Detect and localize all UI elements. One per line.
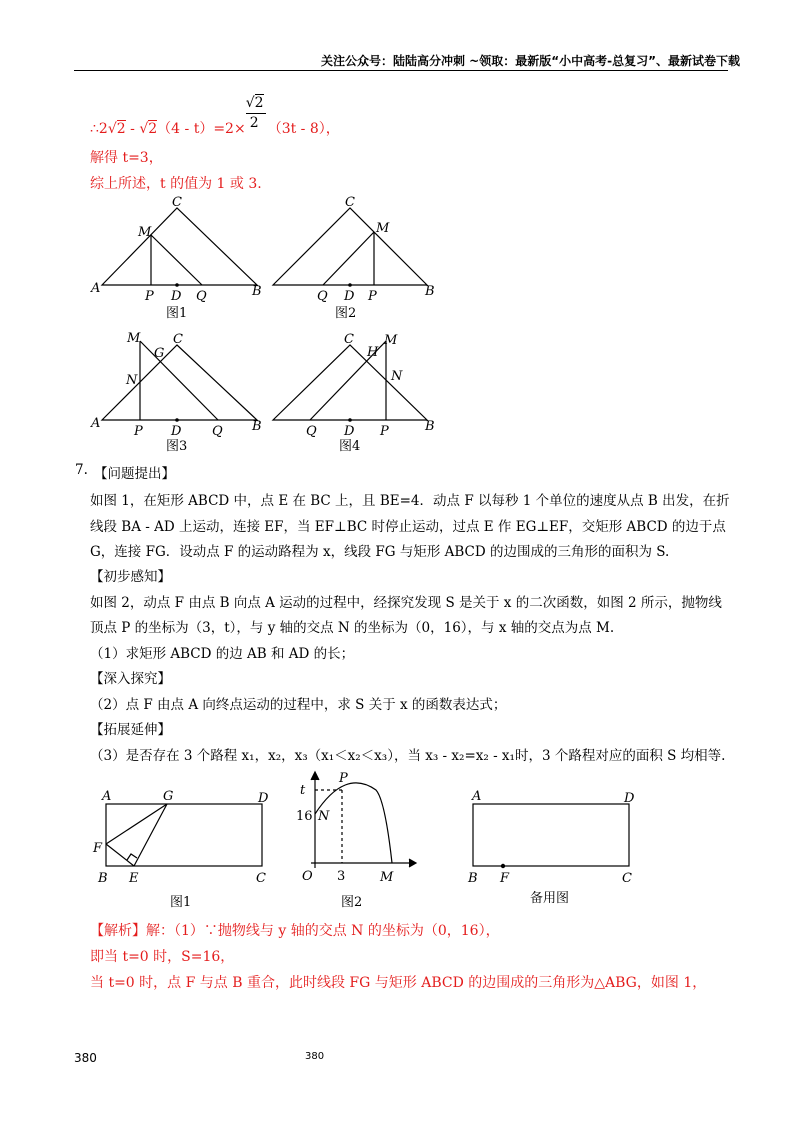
fig1-label-d: D: [258, 791, 269, 806]
analysis-line2: 即当 t=0 时，S=16，: [90, 949, 235, 965]
problem-para2-line1: 如图 2，动点 F 由点 B 向点 A 运动的过程中，经探究发现 S 是关于 x 的二次函数，如图 2 所示，抛物线: [90, 595, 722, 611]
fig4-label-p: P: [380, 424, 389, 439]
fig2-label-3: 3: [337, 869, 346, 884]
fig3-label-m: M: [127, 331, 141, 346]
section-title-2: 【初步感知】: [90, 569, 171, 585]
section-title-1: 【问题提出】: [94, 466, 175, 482]
fig3-label-g: G: [154, 346, 165, 361]
spare-label-f: F: [500, 871, 510, 886]
fig4-label-c: C: [344, 332, 354, 347]
fig1-label-a: A: [91, 281, 101, 296]
fig1-triangle: [102, 208, 257, 285]
eq-mid: （4 - t）=2×: [157, 121, 246, 137]
fig1-label-p: P: [145, 289, 154, 304]
x-axis-arrow: [409, 859, 416, 867]
sqrt-symbol: √: [107, 121, 117, 137]
spare-label-d: D: [624, 791, 635, 806]
conclusion-line: 综上所述，t 的值为 1 或 3.: [90, 176, 262, 192]
fig1-label-c: C: [172, 195, 182, 210]
fig2-label-m: M: [376, 221, 390, 236]
fig1-label-m: M: [138, 225, 152, 240]
fig2-label-n: N: [318, 809, 330, 824]
fig3-label-q: Q: [212, 424, 223, 439]
fig2-label-b: B: [425, 284, 435, 299]
section-title-3: 【深入探究】: [90, 671, 171, 687]
problem-para2-line2: 顶点 P 的坐标为（3，t），与 y 轴的交点 N 的坐标为（0，16），与 x 轴的交点为点 M.: [90, 620, 615, 636]
fig1-label-c: C: [256, 871, 266, 886]
eq-suffix: （3t - 8），: [267, 121, 340, 137]
fig1-label-q: Q: [196, 289, 207, 304]
page-number-center: 380: [305, 1051, 325, 1062]
fig1-label-e: E: [129, 871, 139, 886]
frac-numerator: √2: [245, 95, 264, 111]
fig4-triangle: [273, 345, 427, 420]
fig4-d-dot: [348, 418, 352, 422]
fig2-caption: 图2: [335, 306, 357, 321]
frac-denominator: 2: [249, 115, 259, 131]
fig1-eg: [134, 804, 167, 866]
fig3-label-p: P: [134, 424, 143, 439]
fig3-label-d: D: [171, 424, 182, 439]
fig2-d-dot: [348, 283, 352, 287]
problem-para1-line3: G，连接 FG．设动点 F 的运动路程为 x，线段 FG 与矩形 ABCD 的边围成的三角形的面积为 S.: [90, 544, 670, 560]
fig3-label-b: B: [252, 419, 262, 434]
fig4-label-n: N: [391, 369, 403, 384]
top-figures: [0, 0, 800, 460]
fig4-label-q: Q: [306, 424, 317, 439]
analysis-line3: 当 t=0 时，点 F 与点 B 重合，此时线段 FG 与矩形 ABCD 的边围成的三角形为△ABG，如图 1，: [90, 975, 707, 991]
spare-rectangle: [473, 804, 629, 866]
fig3-mq: [140, 341, 218, 420]
fig3-label-c: C: [173, 332, 183, 347]
problem-para1-line1: 如图 1，在矩形 ABCD 中，点 E 在 BC 上，且 BE=4．动点 F 以每秒 1 个单位的速度从点 B 出发，在折: [90, 493, 730, 509]
solve-line: 解得 t=3，: [90, 150, 163, 166]
spare-label-b: B: [468, 871, 478, 886]
fig2-label-c: C: [345, 195, 355, 210]
question-2: （2）点 F 由点 A 向终点运动的过程中，求 S 关于 x 的函数表达式；: [90, 697, 507, 713]
fig2-label-o: O: [302, 869, 313, 884]
fig1-caption: 图1: [166, 306, 188, 321]
fig2-label-d: D: [344, 289, 355, 304]
fig2-label-p: P: [339, 771, 348, 786]
fig1-fg: [106, 804, 167, 844]
fig1-label-g: G: [163, 789, 174, 804]
fig1-caption: 图1: [170, 895, 192, 910]
fig3-label-a: A: [91, 416, 101, 431]
fig1-mq: [151, 235, 202, 285]
fig2-mq: [323, 232, 374, 285]
fig2-label-m: M: [380, 870, 394, 885]
fig4-label-h: H: [367, 345, 379, 360]
fig1-right-angle: [127, 854, 137, 860]
question-3: （3）是否存在 3 个路程 x₁，x₂，x₃（x₁＜x₂＜x₃），当 x₃ - x₂=x₂ - x₁时，3 个路程对应的面积 S 均相等.: [90, 748, 726, 764]
sqrt-symbol-2: √: [139, 121, 149, 137]
eq-radicand-b: 2: [148, 121, 158, 137]
fig1-label-b: B: [98, 871, 108, 886]
analysis-line1: 【解析】解：（1）∵抛物线与 y 轴的交点 N 的坐标为（0，16），: [90, 923, 500, 939]
fig4-label-m: M: [384, 333, 398, 348]
page-header: 关注公众号：陆陆高分冲刺 ~领取：最新版“小中高考-总复习”、最新试卷下载: [321, 54, 740, 68]
fig2-label-q: Q: [317, 289, 328, 304]
problem-para1-line2: 线段 BA - AD 上运动，连接 EF，当 EF⊥BC 时停止运动，过点 E 作 EG⊥EF，交矩形 ABCD 的边于点: [90, 519, 726, 535]
spare-label-a: A: [472, 789, 482, 804]
fig4-label-b: B: [425, 419, 435, 434]
fig1-d-dot: [175, 283, 179, 287]
fig1-label-d: D: [171, 289, 182, 304]
section-title-4: 【拓展延伸】: [90, 722, 171, 738]
eq-prefix: ∴2: [90, 121, 108, 137]
fig4-caption: 图4: [339, 439, 361, 454]
spare-caption: 备用图: [530, 891, 570, 906]
spare-label-c: C: [622, 871, 632, 886]
fig2-label-p: P: [368, 289, 377, 304]
fig1-label-a: A: [102, 789, 112, 804]
fig3-label-n: N: [126, 373, 138, 388]
fig1-label-f: F: [93, 841, 103, 856]
spare-f-dot: [501, 864, 505, 868]
page-number-left: 380: [74, 1051, 97, 1065]
fig3-d-dot: [175, 418, 179, 422]
fig2-label-t: t: [300, 783, 306, 798]
fig2-label-16: 16: [296, 809, 313, 824]
fig4-label-d: D: [344, 424, 355, 439]
fig3-caption: 图3: [166, 439, 188, 454]
fig2-caption: 图2: [341, 895, 363, 910]
fig1-label-b: B: [252, 284, 262, 299]
problem-number: 7.: [75, 462, 88, 478]
fig2-triangle: [273, 208, 427, 285]
eq-minus: -: [125, 121, 140, 137]
y-axis-arrow: [311, 772, 319, 780]
question-1: （1）求矩形 ABCD 的边 AB 和 AD 的长；: [90, 646, 355, 662]
eq-radicand-a: 2: [116, 121, 126, 137]
